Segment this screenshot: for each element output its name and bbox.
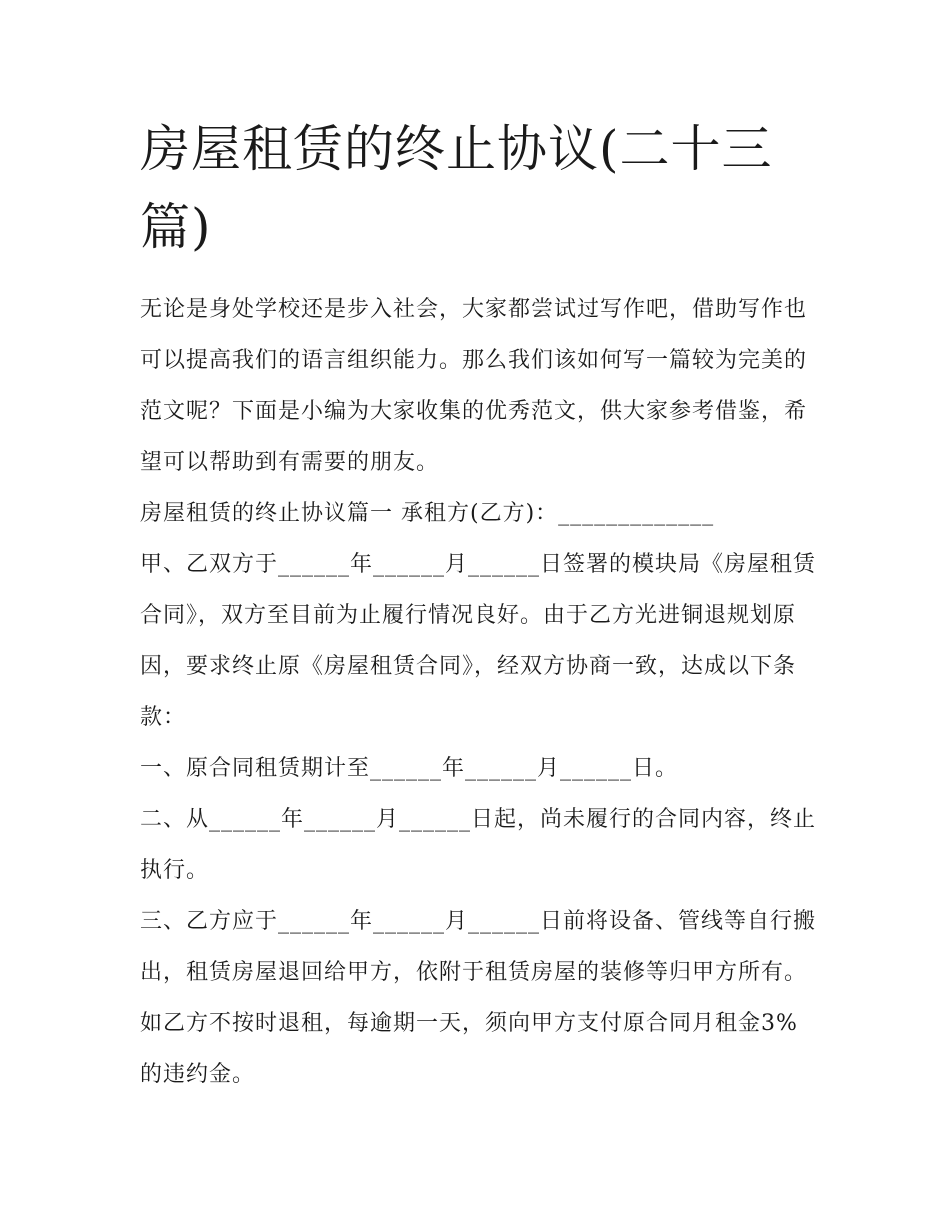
agreement-heading-line: 房屋租赁的终止协议篇一 承租方(乙方)：_____________ xyxy=(140,501,715,526)
document-title: 房屋租赁的终止协议(二十三篇) xyxy=(140,120,773,256)
intro-paragraph: 无论是身处学校还是步入社会，大家都尝试过写作吧，借助写作也可以提高我们的语言组织能力。那么我们该如何写一篇较为完美的范文呢？下面是小编为大家收集的优秀范文，供大家参考借鉴，希望可以帮助到有需要的朋友。 xyxy=(140,297,808,475)
clause-two: 二、从______年______月______日起，尚未履行的合同内容，终止执行。 xyxy=(140,807,817,883)
agreement-preamble: 甲、乙双方于______年______月______日签署的模块局《房屋租赁合同》，双方至目前为止履行情况良好。由于乙方光进铜退规划原因，要求终止原《房屋租赁合同》，经双方协商一致，达成以下条款： xyxy=(140,552,817,730)
document-page xyxy=(140,110,820,1100)
clause-three: 三、乙方应于______年______月______日前将设备、管线等自行搬出，租赁房屋退回给甲方，依附于租赁房屋的装修等归甲方所有。如乙方不按时退租，每逾期一天，须向甲方支付原合同月租金3%的违约金。 xyxy=(140,909,817,1087)
clause-one: 一、原合同租赁期计至______年______月______日。 xyxy=(140,756,679,781)
